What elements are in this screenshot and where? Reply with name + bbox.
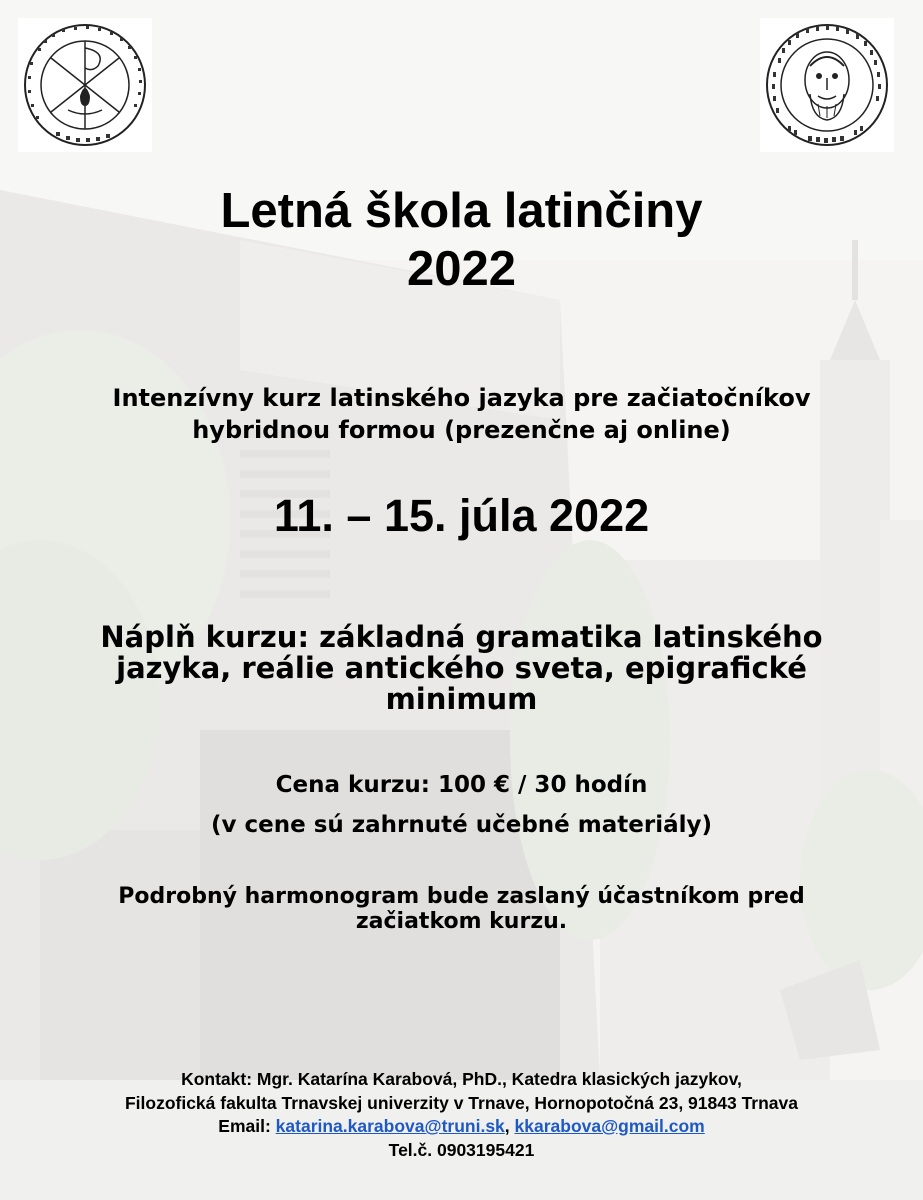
price-line-2: (v cene sú zahrnuté učebné materiály): [210, 812, 713, 838]
price-line-1: Cena kurzu: 100 € / 30 hodín: [275, 772, 648, 798]
intro-line-1: Intenzívny kurz latinského jazyka pre začiatočníkov: [112, 384, 811, 412]
contact-email-line: [0, 1115, 923, 1139]
course-dates: 11. – 15. júla 2022: [273, 490, 650, 541]
university-logo: [760, 18, 894, 152]
content-line-2: jazyka, reálie antického sveta, epigrafické: [116, 651, 807, 685]
page-title: [0, 182, 923, 298]
contact-phone: Tel.č. 0903195421: [388, 1139, 535, 1160]
content-line-3: minimum: [385, 682, 538, 716]
title-year: 2022: [406, 242, 516, 296]
contact-block: [0, 1068, 923, 1162]
content-line-1: Náplň kurzu: základná gramatika latinského: [100, 620, 823, 654]
intro-line-2: hybridnou formou (prezenčne aj online): [192, 416, 731, 444]
schedule-line-1: Podrobný harmonogram bude zaslaný účastníkom pred: [118, 884, 805, 909]
email-link-gmail[interactable]: kkarabova@gmail.com: [514, 1116, 705, 1136]
contact-line-1: Kontakt: Mgr. Katarína Karabová, PhD., Katedra klasických jazykov,: [181, 1069, 742, 1089]
contact-line-2: Filozofická fakulta Trnavskej univerzity v Trnave, Hornopotočná 23, 91843 Trnava: [124, 1092, 799, 1113]
email-link-truni[interactable]: katarina.karabova@truni.sk: [275, 1116, 505, 1136]
email-separator: ,: [504, 1116, 510, 1136]
faculty-logo: [18, 18, 152, 152]
schedule-note: [30, 884, 893, 934]
course-intro: [0, 382, 923, 446]
email-label: Email:: [218, 1116, 271, 1136]
course-content: [40, 622, 883, 715]
title-line-1: Letná škola latinčiny: [220, 184, 703, 238]
schedule-line-2: začiatkom kurzu.: [355, 909, 568, 934]
course-price: [0, 765, 923, 845]
